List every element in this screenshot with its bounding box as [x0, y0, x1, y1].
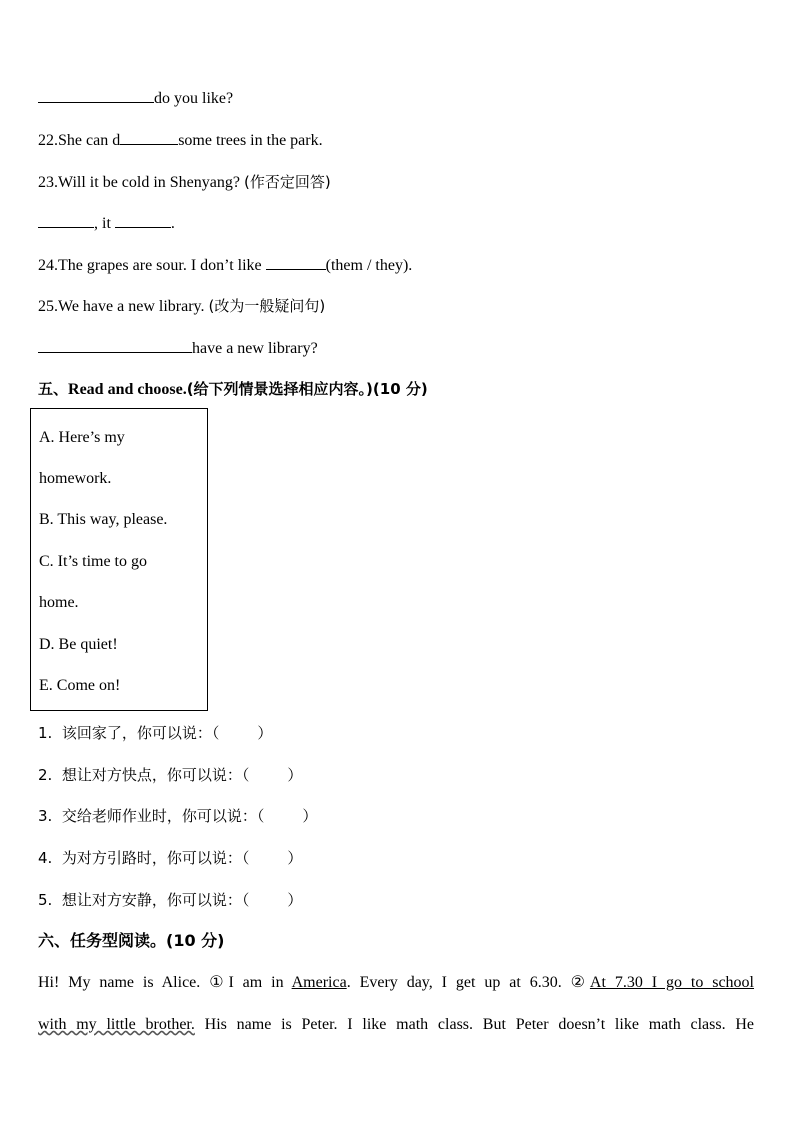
question-22 — [38, 130, 323, 151]
question-text: 想让对方快点，你可以说：（ — [61, 766, 250, 784]
option-line: B. This way, please. — [39, 511, 168, 528]
passage-text: Hi! My name is Alice. ①I am in — [38, 974, 292, 991]
wavy-underlined-phrase: with my little brother. — [38, 1016, 195, 1033]
question-number: 22. — [38, 132, 58, 149]
question-text: 交给老师作业时，你可以说：（ — [61, 807, 265, 825]
question-number: 3. — [38, 807, 53, 825]
answer-text: have a new library? — [192, 340, 318, 357]
option-line: homework. — [39, 470, 112, 487]
option-line: D. Be quiet! — [39, 636, 118, 653]
question-25 — [38, 296, 325, 317]
option-line: A. Here’s my — [39, 429, 125, 446]
passage-line-1 — [38, 973, 754, 993]
close-paren: ） — [287, 766, 303, 784]
section-number: 五、 — [38, 380, 69, 398]
underlined-phrase: America — [291, 974, 347, 991]
answer-blank[interactable] — [266, 255, 326, 270]
situation-question-2 — [38, 765, 302, 785]
question-number: 1. — [38, 724, 53, 742]
question-text: some trees in the park. — [178, 132, 323, 149]
passage-text: His name is Peter. I like math class. But Peter doesn’t like math class. He — [194, 1016, 755, 1033]
option-line: home. — [39, 594, 79, 611]
question-number: 5. — [38, 891, 53, 909]
fill-line-wh-question — [38, 88, 233, 109]
answer-blank[interactable] — [38, 88, 154, 103]
section-instruction: (给下列情景选择相应内容。)(10 分) — [186, 380, 428, 398]
question-number: 4. — [38, 849, 53, 867]
question-text: We have a new library. — [58, 298, 209, 315]
situation-question-3 — [38, 806, 317, 826]
question-text: 想让对方安静，你可以说：（ — [61, 891, 250, 909]
question-text: 为对方引路时，你可以说：（ — [61, 849, 250, 867]
close-paren: ） — [302, 807, 318, 825]
passage-text: . Every day, I get up at 6.30. ② — [346, 974, 590, 991]
question-number: 2. — [38, 766, 53, 784]
answer-line-25 — [38, 338, 318, 359]
section-6-heading: 六、任务型阅读。(10 分) — [38, 931, 225, 950]
question-text: She can d — [58, 132, 121, 149]
passage-line-2 — [38, 1015, 754, 1035]
situation-question-4 — [38, 848, 302, 868]
answer-blank[interactable] — [38, 338, 192, 353]
question-text: The grapes are sour. I don’t like — [58, 257, 266, 274]
close-paren: ） — [287, 891, 303, 909]
question-text: (them / they). — [325, 257, 413, 274]
options-box — [30, 408, 208, 711]
answer-line-23 — [38, 213, 175, 234]
question-24 — [38, 255, 412, 276]
question-text: Will it be cold in Shenyang? — [58, 174, 244, 191]
situation-question-1 — [38, 723, 272, 743]
section-title: Read and choose. — [68, 381, 187, 398]
section-5-heading — [38, 379, 428, 400]
option-line: C. It’s time to go — [39, 553, 147, 570]
question-number: 23. — [38, 174, 58, 191]
answer-blank[interactable] — [115, 213, 171, 228]
question-number: 25. — [38, 298, 58, 315]
underlined-sentence: At 7.30 I go to school — [589, 974, 755, 991]
answer-text: . — [170, 215, 175, 232]
question-23 — [38, 172, 331, 193]
line-text: do you like? — [154, 90, 234, 107]
close-paren: ） — [287, 849, 303, 867]
close-paren: ） — [257, 724, 273, 742]
option-line: E. Come on! — [39, 677, 121, 694]
question-text: 该回家了，你可以说：（ — [61, 724, 220, 742]
answer-blank[interactable] — [120, 130, 178, 145]
answer-blank[interactable] — [38, 213, 94, 228]
question-number: 24. — [38, 257, 58, 274]
instruction-hint: (改为一般疑问句) — [208, 297, 326, 315]
answer-text: , it — [94, 215, 115, 232]
situation-question-5 — [38, 890, 302, 910]
instruction-hint: (作否定回答) — [243, 173, 331, 191]
